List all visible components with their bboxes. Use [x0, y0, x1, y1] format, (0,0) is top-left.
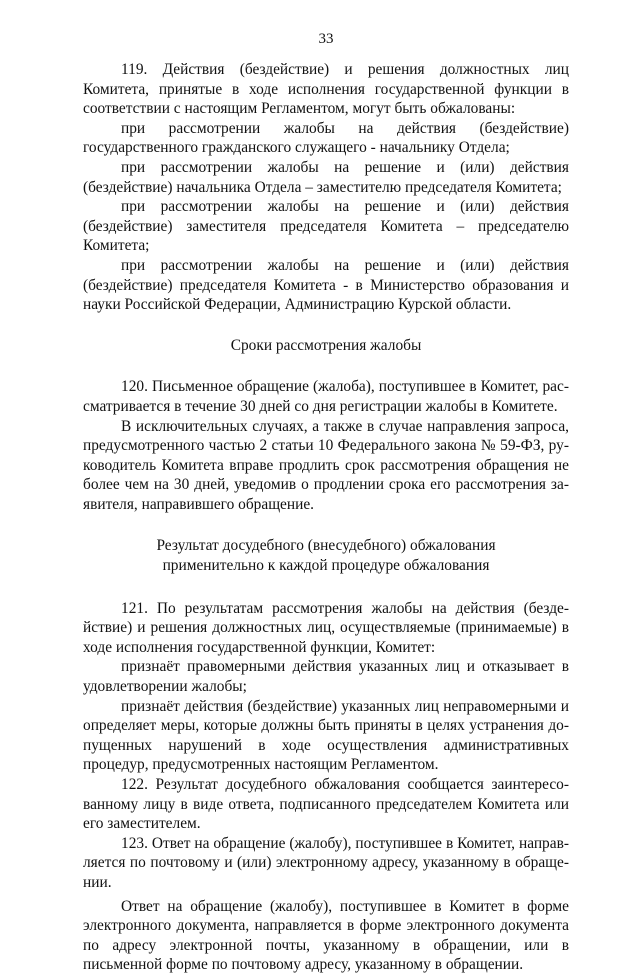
heading-appeal-result-line-1: Результат досудебного (внесудебного) обжалования — [156, 537, 496, 555]
paragraph-119-intro: 119. Действия (бездействие) и решения должностных лиц Комитета, принятые в ходе исполнения государственной функции в соответствии с настоящим Регламентом, могут быть обжалованы: — [83, 61, 569, 118]
paragraph-119-item-3: при рассмотрении жалобы на решение и (или) действия (бездействие) заместителя председателя Комитета – председателю Комитета; — [83, 198, 569, 255]
paragraph-121-intro: 121. По результатам рассмотрения жалобы на действия (бездействие) и решения должностных лиц, осуществляемые (принимаемые) в ходе исполнения государственной функции, Комитет: — [83, 599, 569, 656]
paragraph-119-item-4: при рассмотрении жалобы на решение и (или) действия (бездействие) председателя Комитета - в Министерство образования и науки Российской Федерации, Администрацию Курской области. — [83, 256, 569, 314]
paragraph-123: 123. Ответ на обращение (жалобу), поступившее в Комитет, направляется по почтовому и (или) электронному адресу, указанному в обращении. — [83, 834, 569, 891]
paragraph-120: 120. Письменное обращение (жалоба), поступившее в Комитет, рассматривается в течение 30 дней со дня регистрации жалобы в Комитете. — [83, 378, 569, 415]
paragraph-121-item-1: признаёт правомерными действия указанных лиц и отказывает в удовлетворении жалобы; — [83, 658, 569, 696]
heading-appeal-result — [83, 536, 569, 575]
heading-appeal-result-line-2: применительно к каждой процедуре обжалования — [162, 557, 490, 575]
paragraph-119-item-2: при рассмотрении жалобы на решение и (или) действия (бездействие) начальника Отдела – заместителю председателя Комитета; — [83, 158, 569, 196]
document-body — [83, 60, 569, 975]
page-number: 33 — [318, 31, 334, 47]
paragraph-123-electronic: Ответ на обращение (жалобу), поступившее в Комитет в форме электронного документа, направляется в форме электронного документа по адресу электронной почты, указанному в обращении, или в письменной форме по почтовому адресу, указанному в обращении. — [83, 897, 569, 974]
paragraph-122: 122. Результат досудебного обжалования сообщается заинтересованному лицу в виде ответа, подписанного председателем Комитета или его заместителем. — [83, 776, 569, 833]
paragraph-121-item-2: признаёт действия (бездействие) указанных лиц неправомерными и определяет меры, которые должны быть приняты в целях устранения допущенных нарушений в ходе осуществления административных процедур, предусмотренных настоящим Регламентом. — [83, 697, 569, 774]
heading-complaint-terms: Сроки рассмотрения жалобы — [230, 336, 422, 354]
paragraph-119-item-1: при рассмотрении жалобы на действия (бездействие) государственного гражданского служащего - начальнику Отдела; — [83, 119, 569, 157]
paragraph-120-extension: В исключительных случаях, а также в случае направления запроса, предусмотренного частью 2 статьи 10 Федерального закона № 59-ФЗ, руководитель Комитета вправе продлить срок рассмотрения обращения не более чем на 30 дней, уведомив о продлении срока его рассмотрения заявителя, направившего обращение. — [83, 417, 569, 513]
